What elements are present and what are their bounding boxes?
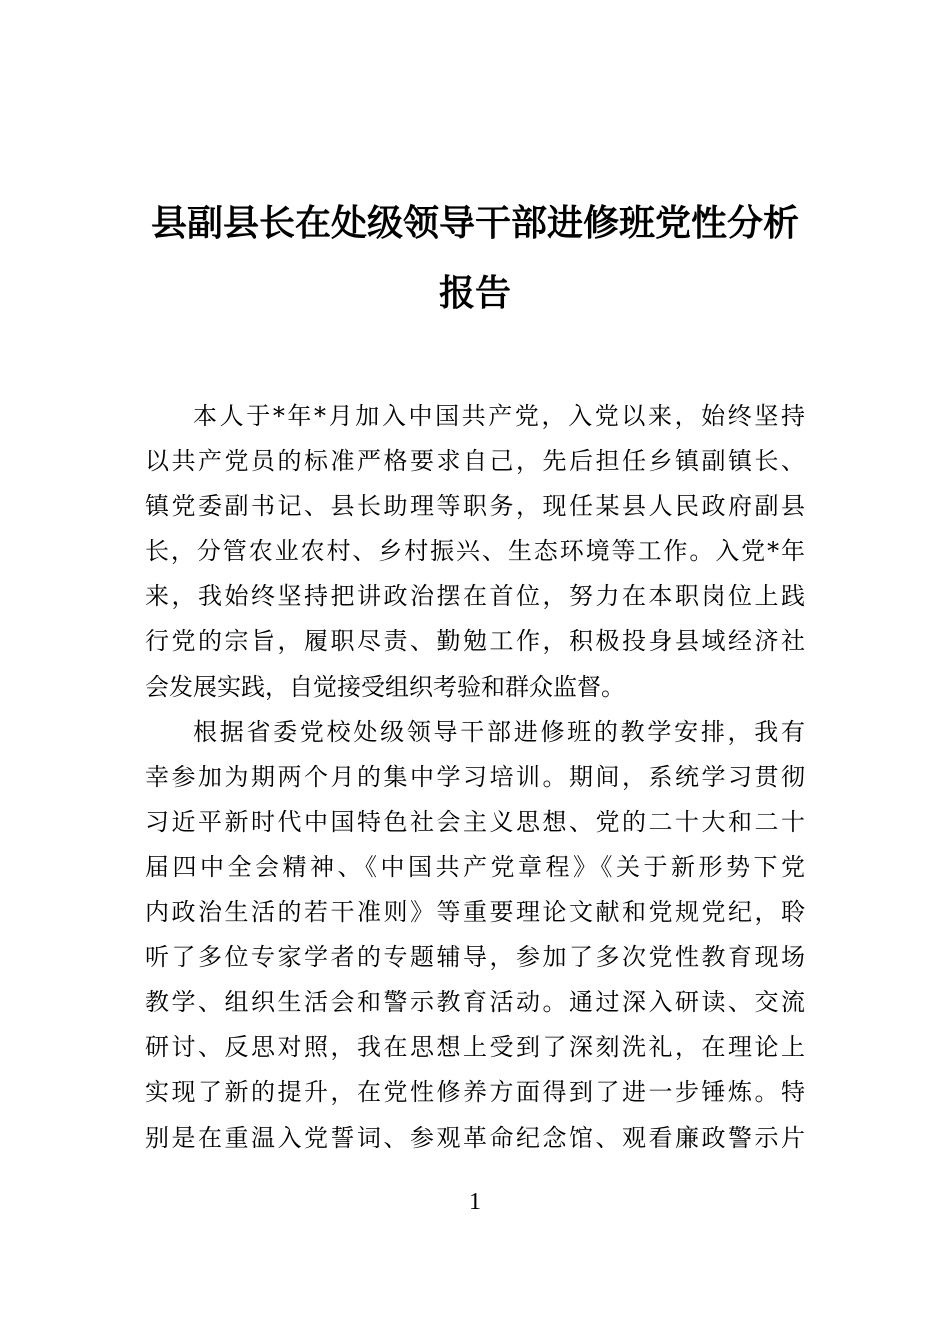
paragraph-line: 研讨、反思对照，我在思想上受到了深刻洗礼，在理论上 xyxy=(145,1033,805,1062)
paragraph-1 xyxy=(145,394,805,710)
title-line-2: 报告 xyxy=(438,272,511,314)
paragraph-line: 镇党委副书记、县长助理等职务，现任某县人民政府副县 xyxy=(145,492,805,521)
paragraph-2 xyxy=(145,710,805,1161)
document-title xyxy=(145,188,805,328)
paragraph-line: 会发展实践，自觉接受组织考验和群众监督。 xyxy=(145,672,625,701)
paragraph-line: 根据省委党校处级领导干部进修班的教学安排，我有 xyxy=(193,717,805,746)
paragraph-line: 实现了新的提升，在党性修养方面得到了进一步锤炼。特 xyxy=(145,1078,805,1107)
paragraph-line: 听了多位专家学者的专题辅导，参加了多次党性教育现场 xyxy=(145,943,805,972)
paragraph-line: 本人于*年*月加入中国共产党，入党以来，始终坚持 xyxy=(193,402,805,430)
paragraph-line: 幸参加为期两个月的集中学习培训。期间，系统学习贯彻 xyxy=(145,762,805,791)
paragraph-line: 行党的宗旨，履职尽责、勤勉工作，积极投身县域经济社 xyxy=(145,627,805,656)
paragraph-line: 习近平新时代中国特色社会主义思想、党的二十大和二十 xyxy=(145,807,805,836)
page-number: 1 xyxy=(469,1189,481,1215)
paragraph-line: 来，我始终坚持把讲政治摆在首位，努力在本职岗位上践 xyxy=(145,582,805,611)
paragraph-line: 届四中全会精神、《中国共产党章程》《关于新形势下党 xyxy=(145,852,805,881)
paragraph-line: 别是在重温入党誓词、参观革命纪念馆、观看廉政警示片 xyxy=(145,1123,805,1152)
paragraph-line: 教学、组织生活会和警示教育活动。通过深入研读、交流 xyxy=(145,988,805,1017)
paragraph-line: 以共产党员的标准严格要求自己，先后担任乡镇副镇长、 xyxy=(145,447,805,476)
paragraph-line: 内政治生活的若干准则》等重要理论文献和党规党纪，聆 xyxy=(145,898,805,927)
paragraph-line: 长，分管农业农村、乡村振兴、生态环境等工作。入党*年 xyxy=(145,537,805,566)
title-line-1: 县副县长在处级领导干部进修班党性分析 xyxy=(150,202,799,244)
document-body xyxy=(145,394,805,1161)
